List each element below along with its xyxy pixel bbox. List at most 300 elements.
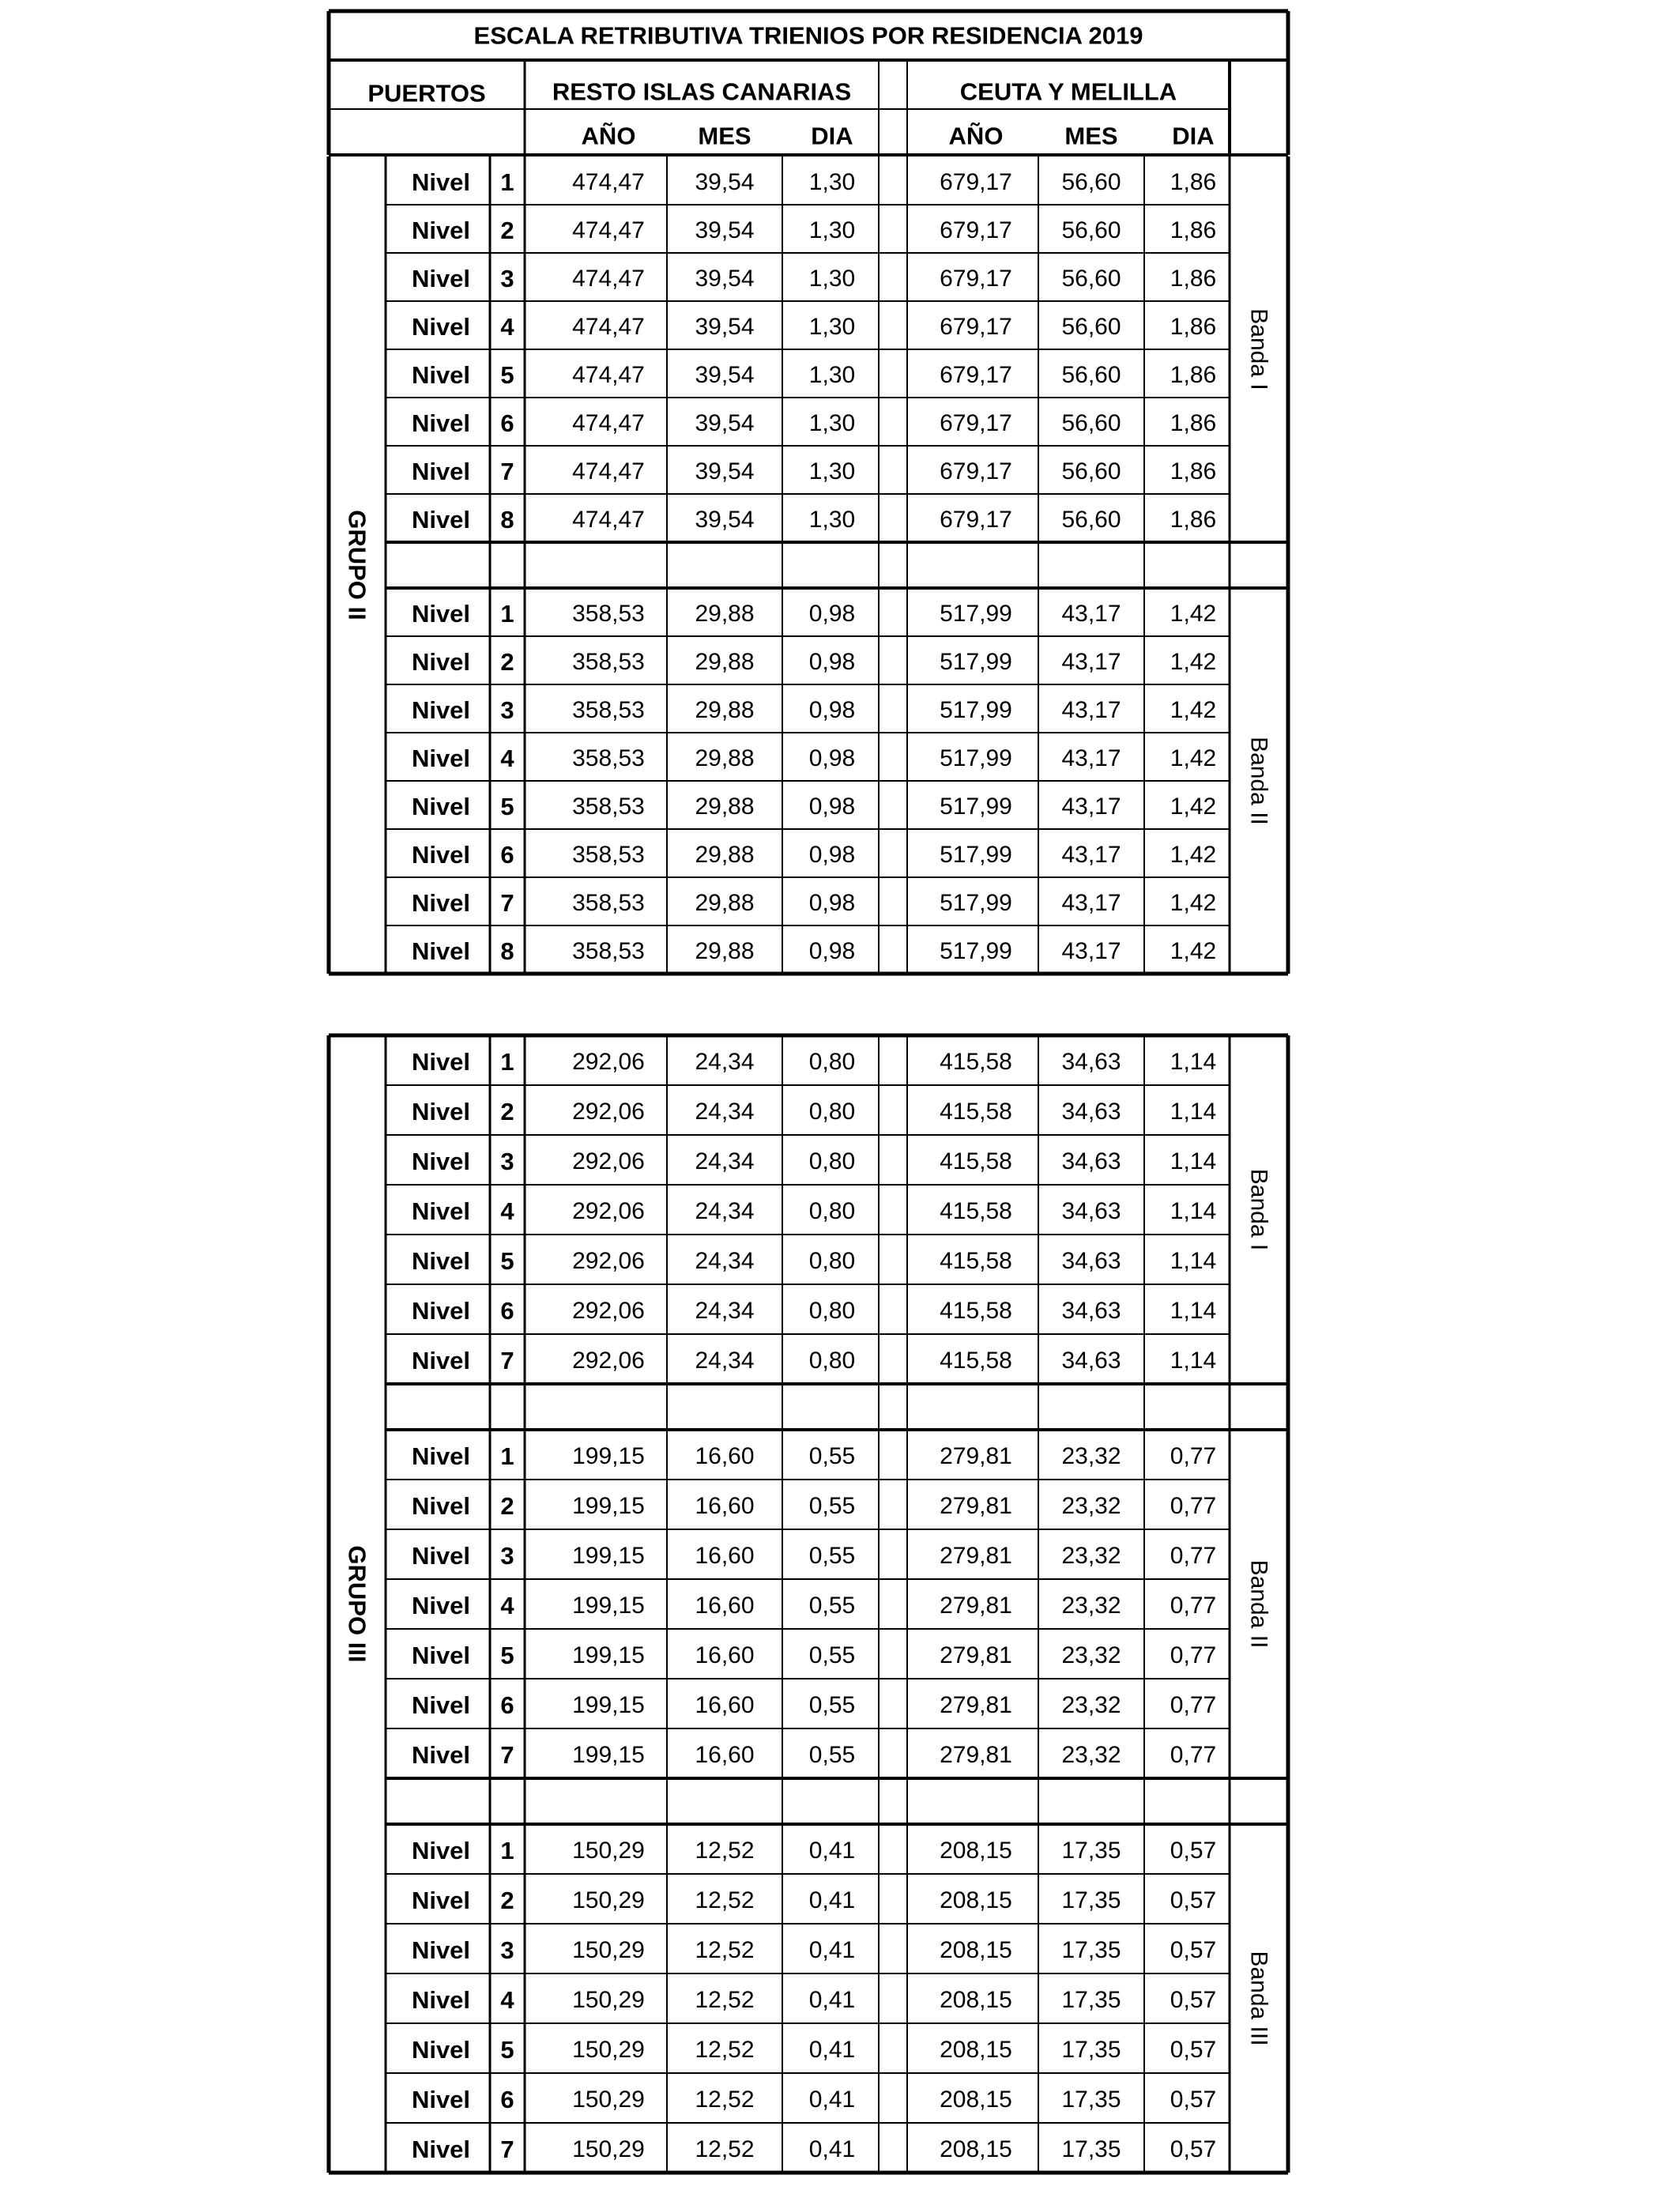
value-cell: 29,88 xyxy=(695,601,755,627)
level-number: 4 xyxy=(500,1986,514,2014)
value-cell: 24,34 xyxy=(695,1348,755,1374)
value-cell: 150,29 xyxy=(572,1937,645,1963)
value-cell: 292,06 xyxy=(572,1099,645,1125)
level-number: 5 xyxy=(500,2036,514,2064)
value-cell: 474,47 xyxy=(572,507,645,533)
value-cell: 208,15 xyxy=(940,1838,1012,1864)
value-cell: 1,86 xyxy=(1170,507,1217,533)
value-cell: 1,42 xyxy=(1170,649,1217,675)
value-cell: 279,81 xyxy=(940,1443,1012,1469)
level-number: 7 xyxy=(500,889,514,917)
value-cell: 56,60 xyxy=(1061,410,1121,436)
value-cell: 415,58 xyxy=(940,1348,1012,1374)
level-number: 7 xyxy=(500,458,514,485)
level-number: 2 xyxy=(500,648,514,676)
value-cell: 0,57 xyxy=(1170,2037,1217,2063)
level-label: Nivel xyxy=(411,1098,471,1125)
value-cell: 43,17 xyxy=(1061,842,1121,868)
value-cell: 0,41 xyxy=(808,1887,856,1913)
value-cell: 34,63 xyxy=(1061,1298,1121,1324)
level-number: 3 xyxy=(500,1936,514,1964)
value-cell: 12,52 xyxy=(695,2136,755,2162)
value-cell: 1,14 xyxy=(1170,1049,1217,1075)
level-number: 5 xyxy=(500,1247,514,1275)
value-cell: 679,17 xyxy=(940,362,1012,388)
header-puertos: PUERTOS xyxy=(367,79,486,107)
value-cell: 1,42 xyxy=(1170,938,1217,964)
value-cell: 679,17 xyxy=(940,217,1012,243)
value-cell: 23,32 xyxy=(1061,1742,1121,1768)
level-number: 2 xyxy=(500,1887,514,1914)
value-cell: 1,14 xyxy=(1170,1148,1217,1174)
value-cell: 474,47 xyxy=(572,410,645,436)
value-cell: 23,32 xyxy=(1061,1692,1121,1718)
value-cell: 12,52 xyxy=(695,1987,755,2013)
value-cell: 56,60 xyxy=(1061,362,1121,388)
value-cell: 34,63 xyxy=(1061,1148,1121,1174)
level-number: 8 xyxy=(500,506,514,533)
level-label: Nivel xyxy=(411,745,471,772)
level-number: 6 xyxy=(500,841,514,869)
value-cell: 1,42 xyxy=(1170,842,1217,868)
level-label: Nivel xyxy=(411,168,471,196)
value-cell: 199,15 xyxy=(572,1642,645,1668)
value-cell: 150,29 xyxy=(572,2037,645,2063)
band-label: Banda I xyxy=(1245,1168,1272,1251)
value-cell: 12,52 xyxy=(695,1937,755,1963)
value-cell: 34,63 xyxy=(1061,1099,1121,1125)
value-cell: 24,34 xyxy=(695,1198,755,1224)
value-cell: 1,86 xyxy=(1170,362,1217,388)
value-cell: 0,80 xyxy=(808,1248,856,1274)
value-cell: 0,80 xyxy=(808,1148,856,1174)
value-cell: 0,41 xyxy=(808,1838,856,1864)
value-cell: 1,30 xyxy=(808,169,856,195)
value-cell: 517,99 xyxy=(940,890,1012,916)
value-cell: 0,77 xyxy=(1170,1593,1217,1619)
level-label: Nivel xyxy=(411,1297,471,1325)
level-number: 2 xyxy=(500,1492,514,1520)
value-cell: 517,99 xyxy=(940,794,1012,820)
level-number: 1 xyxy=(500,1837,514,1864)
value-cell: 0,57 xyxy=(1170,1887,1217,1913)
value-cell: 292,06 xyxy=(572,1348,645,1374)
level-label: Nivel xyxy=(411,2086,471,2113)
value-cell: 279,81 xyxy=(940,1543,1012,1569)
value-cell: 0,55 xyxy=(808,1742,856,1768)
value-cell: 1,86 xyxy=(1170,410,1217,436)
value-cell: 358,53 xyxy=(572,890,645,916)
value-cell: 1,42 xyxy=(1170,794,1217,820)
value-cell: 0,55 xyxy=(808,1593,856,1619)
value-cell: 0,55 xyxy=(808,1493,856,1519)
value-cell: 24,34 xyxy=(695,1298,755,1324)
level-number: 2 xyxy=(500,1098,514,1125)
value-cell: 279,81 xyxy=(940,1593,1012,1619)
level-number: 7 xyxy=(500,1741,514,1769)
header-col-2-resto: DIA xyxy=(811,122,853,150)
value-cell: 150,29 xyxy=(572,1987,645,2013)
header-col-1-ceuta: MES xyxy=(1064,122,1118,150)
level-label: Nivel xyxy=(411,1691,471,1719)
value-cell: 1,42 xyxy=(1170,890,1217,916)
value-cell: 679,17 xyxy=(940,507,1012,533)
value-cell: 1,14 xyxy=(1170,1348,1217,1374)
value-cell: 39,54 xyxy=(695,362,755,388)
value-cell: 474,47 xyxy=(572,362,645,388)
value-cell: 0,57 xyxy=(1170,1937,1217,1963)
value-cell: 199,15 xyxy=(572,1543,645,1569)
level-label: Nivel xyxy=(411,937,471,965)
value-cell: 0,98 xyxy=(808,938,856,964)
table-title: ESCALA RETRIBUTIVA TRIENIOS POR RESIDENCIA 2019 xyxy=(473,21,1143,50)
value-cell: 199,15 xyxy=(572,1692,645,1718)
value-cell: 517,99 xyxy=(940,697,1012,723)
value-cell: 1,86 xyxy=(1170,314,1217,340)
level-label: Nivel xyxy=(411,1936,471,1964)
level-label: Nivel xyxy=(411,409,471,437)
level-label: Nivel xyxy=(411,506,471,533)
value-cell: 1,30 xyxy=(808,362,856,388)
level-number: 4 xyxy=(500,1592,514,1619)
value-cell: 517,99 xyxy=(940,601,1012,627)
value-cell: 208,15 xyxy=(940,2037,1012,2063)
value-cell: 679,17 xyxy=(940,266,1012,292)
level-label: Nivel xyxy=(411,841,471,869)
value-cell: 0,57 xyxy=(1170,1838,1217,1864)
level-label: Nivel xyxy=(411,696,471,724)
value-cell: 1,14 xyxy=(1170,1248,1217,1274)
value-cell: 43,17 xyxy=(1061,649,1121,675)
value-cell: 0,77 xyxy=(1170,1493,1217,1519)
group-label: GRUPO II xyxy=(343,510,371,620)
value-cell: 415,58 xyxy=(940,1298,1012,1324)
level-label: Nivel xyxy=(411,1741,471,1769)
value-cell: 1,14 xyxy=(1170,1298,1217,1324)
level-number: 7 xyxy=(500,1347,514,1374)
value-cell: 29,88 xyxy=(695,938,755,964)
value-cell: 358,53 xyxy=(572,601,645,627)
value-cell: 0,41 xyxy=(808,2037,856,2063)
level-label: Nivel xyxy=(411,600,471,628)
value-cell: 1,42 xyxy=(1170,601,1217,627)
value-cell: 0,41 xyxy=(808,1987,856,2013)
value-cell: 292,06 xyxy=(572,1198,645,1224)
value-cell: 358,53 xyxy=(572,938,645,964)
value-cell: 279,81 xyxy=(940,1642,1012,1668)
value-cell: 0,98 xyxy=(808,649,856,675)
level-label: Nivel xyxy=(411,265,471,292)
level-number: 4 xyxy=(500,745,514,772)
value-cell: 0,80 xyxy=(808,1298,856,1324)
value-cell: 12,52 xyxy=(695,2087,755,2113)
value-cell: 679,17 xyxy=(940,410,1012,436)
level-number: 3 xyxy=(500,1148,514,1175)
value-cell: 292,06 xyxy=(572,1148,645,1174)
value-cell: 56,60 xyxy=(1061,314,1121,340)
value-cell: 29,88 xyxy=(695,745,755,771)
value-cell: 0,80 xyxy=(808,1348,856,1374)
value-cell: 16,60 xyxy=(695,1742,755,1768)
value-cell: 16,60 xyxy=(695,1493,755,1519)
level-number: 5 xyxy=(500,361,514,389)
value-cell: 150,29 xyxy=(572,2136,645,2162)
value-cell: 199,15 xyxy=(572,1443,645,1469)
value-cell: 0,55 xyxy=(808,1543,856,1569)
level-label: Nivel xyxy=(411,361,471,389)
value-cell: 0,57 xyxy=(1170,2136,1217,2162)
level-label: Nivel xyxy=(411,1247,471,1275)
level-number: 1 xyxy=(500,1048,514,1076)
level-label: Nivel xyxy=(411,1986,471,2014)
value-cell: 12,52 xyxy=(695,1838,755,1864)
level-number: 3 xyxy=(500,696,514,724)
value-cell: 24,34 xyxy=(695,1049,755,1075)
group-label: GRUPO III xyxy=(343,1545,371,1663)
value-cell: 679,17 xyxy=(940,169,1012,195)
band-label: Banda I xyxy=(1245,308,1272,390)
value-cell: 358,53 xyxy=(572,697,645,723)
value-cell: 23,32 xyxy=(1061,1642,1121,1668)
level-number: 8 xyxy=(500,937,514,965)
level-number: 5 xyxy=(500,793,514,820)
value-cell: 1,42 xyxy=(1170,697,1217,723)
value-cell: 56,60 xyxy=(1061,217,1121,243)
value-cell: 0,98 xyxy=(808,697,856,723)
value-cell: 208,15 xyxy=(940,2087,1012,2113)
level-label: Nivel xyxy=(411,1837,471,1864)
value-cell: 56,60 xyxy=(1061,169,1121,195)
value-cell: 0,77 xyxy=(1170,1642,1217,1668)
value-cell: 0,55 xyxy=(808,1443,856,1469)
value-cell: 56,60 xyxy=(1061,458,1121,484)
value-cell: 474,47 xyxy=(572,217,645,243)
value-cell: 415,58 xyxy=(940,1148,1012,1174)
level-label: Nivel xyxy=(411,1197,471,1225)
level-number: 6 xyxy=(500,409,514,437)
value-cell: 279,81 xyxy=(940,1493,1012,1519)
value-cell: 39,54 xyxy=(695,410,755,436)
level-number: 1 xyxy=(500,168,514,196)
value-cell: 0,55 xyxy=(808,1642,856,1668)
value-cell: 17,35 xyxy=(1061,1987,1121,2013)
value-cell: 39,54 xyxy=(695,169,755,195)
value-cell: 0,98 xyxy=(808,601,856,627)
level-label: Nivel xyxy=(411,1642,471,1669)
value-cell: 56,60 xyxy=(1061,507,1121,533)
value-cell: 199,15 xyxy=(572,1742,645,1768)
level-label: Nivel xyxy=(411,1492,471,1520)
value-cell: 43,17 xyxy=(1061,697,1121,723)
value-cell: 0,98 xyxy=(808,842,856,868)
value-cell: 415,58 xyxy=(940,1099,1012,1125)
level-number: 6 xyxy=(500,1691,514,1719)
value-cell: 1,86 xyxy=(1170,458,1217,484)
value-cell: 1,30 xyxy=(808,458,856,484)
level-label: Nivel xyxy=(411,889,471,917)
value-cell: 16,60 xyxy=(695,1443,755,1469)
header-resto-islas-canarias: RESTO ISLAS CANARIAS xyxy=(552,77,852,106)
value-cell: 16,60 xyxy=(695,1593,755,1619)
value-cell: 39,54 xyxy=(695,266,755,292)
header-col-0-ceuta: AÑO xyxy=(948,122,1004,150)
level-label: Nivel xyxy=(411,1048,471,1076)
level-number: 3 xyxy=(500,265,514,292)
band-label: Banda II xyxy=(1245,737,1272,825)
value-cell: 358,53 xyxy=(572,649,645,675)
value-cell: 1,86 xyxy=(1170,217,1217,243)
level-number: 1 xyxy=(500,1442,514,1470)
value-cell: 415,58 xyxy=(940,1198,1012,1224)
value-cell: 517,99 xyxy=(940,842,1012,868)
level-number: 5 xyxy=(500,1642,514,1669)
value-cell: 415,58 xyxy=(940,1049,1012,1075)
value-cell: 0,80 xyxy=(808,1099,856,1125)
value-cell: 34,63 xyxy=(1061,1049,1121,1075)
value-cell: 17,35 xyxy=(1061,1937,1121,1963)
level-label: Nivel xyxy=(411,1542,471,1570)
value-cell: 29,88 xyxy=(695,890,755,916)
value-cell: 1,42 xyxy=(1170,745,1217,771)
value-cell: 23,32 xyxy=(1061,1443,1121,1469)
value-cell: 1,14 xyxy=(1170,1099,1217,1125)
value-cell: 0,77 xyxy=(1170,1443,1217,1469)
level-label: Nivel xyxy=(411,217,471,244)
header-col-2-ceuta: DIA xyxy=(1172,122,1215,150)
level-label: Nivel xyxy=(411,1887,471,1914)
value-cell: 1,30 xyxy=(808,507,856,533)
level-label: Nivel xyxy=(411,1148,471,1175)
band-label: Banda III xyxy=(1245,1951,1272,2046)
value-cell: 43,17 xyxy=(1061,938,1121,964)
level-label: Nivel xyxy=(411,458,471,485)
value-cell: 39,54 xyxy=(695,217,755,243)
value-cell: 0,41 xyxy=(808,2136,856,2162)
level-label: Nivel xyxy=(411,1347,471,1374)
value-cell: 34,63 xyxy=(1061,1348,1121,1374)
level-number: 1 xyxy=(500,600,514,628)
value-cell: 415,58 xyxy=(940,1248,1012,1274)
value-cell: 208,15 xyxy=(940,1887,1012,1913)
level-number: 6 xyxy=(500,2086,514,2113)
value-cell: 16,60 xyxy=(695,1642,755,1668)
value-cell: 39,54 xyxy=(695,507,755,533)
value-cell: 24,34 xyxy=(695,1248,755,1274)
value-cell: 199,15 xyxy=(572,1493,645,1519)
level-label: Nivel xyxy=(411,1592,471,1619)
level-number: 4 xyxy=(500,1197,514,1225)
value-cell: 292,06 xyxy=(572,1298,645,1324)
value-cell: 17,35 xyxy=(1061,1838,1121,1864)
level-number: 6 xyxy=(500,1297,514,1325)
value-cell: 0,80 xyxy=(808,1049,856,1075)
value-cell: 17,35 xyxy=(1061,2136,1121,2162)
value-cell: 517,99 xyxy=(940,649,1012,675)
value-cell: 150,29 xyxy=(572,1887,645,1913)
level-label: Nivel xyxy=(411,2036,471,2064)
value-cell: 0,55 xyxy=(808,1692,856,1718)
value-cell: 23,32 xyxy=(1061,1493,1121,1519)
value-cell: 43,17 xyxy=(1061,745,1121,771)
value-cell: 0,57 xyxy=(1170,1987,1217,2013)
value-cell: 43,17 xyxy=(1061,794,1121,820)
value-cell: 292,06 xyxy=(572,1248,645,1274)
value-cell: 358,53 xyxy=(572,842,645,868)
level-label: Nivel xyxy=(411,1442,471,1470)
value-cell: 17,35 xyxy=(1061,2087,1121,2113)
value-cell: 0,98 xyxy=(808,890,856,916)
value-cell: 517,99 xyxy=(940,745,1012,771)
value-cell: 358,53 xyxy=(572,794,645,820)
value-cell: 1,30 xyxy=(808,217,856,243)
value-cell: 34,63 xyxy=(1061,1198,1121,1224)
value-cell: 0,77 xyxy=(1170,1692,1217,1718)
value-cell: 679,17 xyxy=(940,314,1012,340)
level-number: 4 xyxy=(500,313,514,341)
value-cell: 279,81 xyxy=(940,1742,1012,1768)
value-cell: 208,15 xyxy=(940,2136,1012,2162)
value-cell: 474,47 xyxy=(572,266,645,292)
value-cell: 150,29 xyxy=(572,2087,645,2113)
level-label: Nivel xyxy=(411,793,471,820)
value-cell: 1,86 xyxy=(1170,169,1217,195)
value-cell: 43,17 xyxy=(1061,890,1121,916)
value-cell: 39,54 xyxy=(695,314,755,340)
value-cell: 358,53 xyxy=(572,745,645,771)
value-cell: 23,32 xyxy=(1061,1543,1121,1569)
value-cell: 0,98 xyxy=(808,794,856,820)
value-cell: 17,35 xyxy=(1061,1887,1121,1913)
level-number: 2 xyxy=(500,217,514,244)
value-cell: 29,88 xyxy=(695,794,755,820)
value-cell: 29,88 xyxy=(695,649,755,675)
value-cell: 1,86 xyxy=(1170,266,1217,292)
value-cell: 0,77 xyxy=(1170,1742,1217,1768)
value-cell: 12,52 xyxy=(695,2037,755,2063)
value-cell: 0,41 xyxy=(808,2087,856,2113)
value-cell: 150,29 xyxy=(572,1838,645,1864)
value-cell: 39,54 xyxy=(695,458,755,484)
value-cell: 24,34 xyxy=(695,1148,755,1174)
value-cell: 517,99 xyxy=(940,938,1012,964)
header-col-1-resto: MES xyxy=(698,122,751,150)
level-number: 7 xyxy=(500,2136,514,2163)
value-cell: 0,80 xyxy=(808,1198,856,1224)
level-label: Nivel xyxy=(411,648,471,676)
value-cell: 56,60 xyxy=(1061,266,1121,292)
value-cell: 0,57 xyxy=(1170,2087,1217,2113)
value-cell: 16,60 xyxy=(695,1543,755,1569)
value-cell: 0,98 xyxy=(808,745,856,771)
value-cell: 208,15 xyxy=(940,1937,1012,1963)
value-cell: 17,35 xyxy=(1061,2037,1121,2063)
value-cell: 12,52 xyxy=(695,1887,755,1913)
level-label: Nivel xyxy=(411,313,471,341)
value-cell: 0,77 xyxy=(1170,1543,1217,1569)
value-cell: 34,63 xyxy=(1061,1248,1121,1274)
value-cell: 29,88 xyxy=(695,842,755,868)
value-cell: 0,41 xyxy=(808,1937,856,1963)
header-ceuta-melilla: CEUTA Y MELILLA xyxy=(959,77,1177,106)
value-cell: 1,30 xyxy=(808,410,856,436)
value-cell: 1,30 xyxy=(808,266,856,292)
value-cell: 679,17 xyxy=(940,458,1012,484)
value-cell: 16,60 xyxy=(695,1692,755,1718)
level-label: Nivel xyxy=(411,2136,471,2163)
value-cell: 279,81 xyxy=(940,1692,1012,1718)
value-cell: 474,47 xyxy=(572,458,645,484)
value-cell: 1,14 xyxy=(1170,1198,1217,1224)
